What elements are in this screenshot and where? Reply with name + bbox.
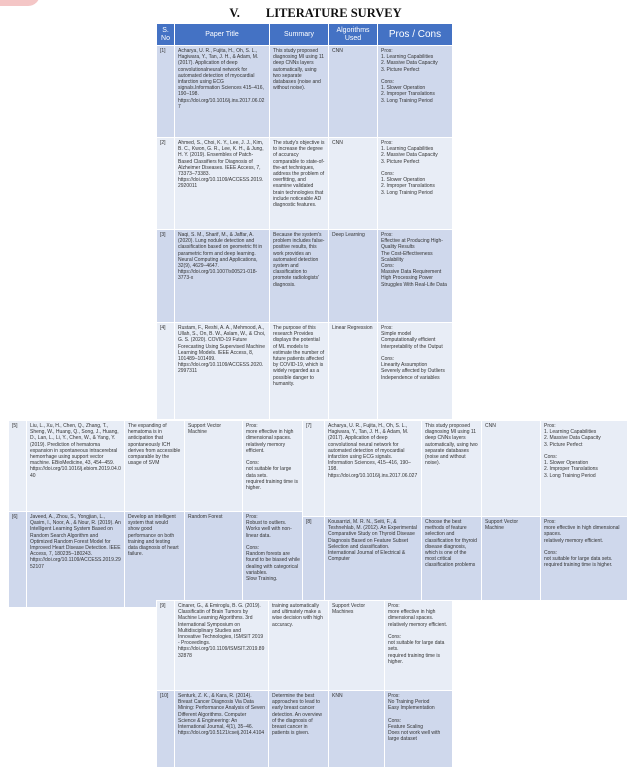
cell-algorithm: Deep Learning — [329, 230, 378, 323]
pros-cons-line: Robust to outliers. — [246, 520, 287, 527]
cell-pros-cons — [541, 421, 628, 517]
pros-cons-line: Pros: — [246, 514, 258, 520]
pros-cons-line: Computationally efficient — [381, 337, 436, 344]
pros-cons-line: 3. Picture Perfect — [544, 441, 583, 448]
pros-cons-line: Cons: — [544, 454, 558, 461]
pros-cons-line: Cons: — [381, 356, 395, 363]
survey-table-right — [302, 420, 628, 601]
cell-paper-title: Liu, L., Xu, H., Chen, Q., Zhang, T., Sheng, W., Huang, Q., Song, J., Huang, D., Lan, L., Li, Y., Chen, W., & Yang, Y. (2019). Prediction of hematoma expansion in spontaneous intracerebral hemorrhage using support vector machine. EBioMedicine, 43, 454–459. https://doi.org/10.1016/j.ebiom.2019.04.040 — [27, 421, 125, 512]
cell-summary: Develop an intelligent system that would show good performance on both training and testing data diagnosis of heart failure. — [125, 512, 185, 608]
table-row — [157, 46, 453, 138]
cell-pros-cons — [385, 601, 453, 691]
header-sno: S.No — [157, 24, 175, 46]
pros-cons-line: 1. Slower Operation — [381, 177, 426, 184]
pros-cons-line: Pros: — [246, 423, 258, 429]
cell-sno: [5] — [9, 421, 27, 512]
pros-cons-line: The Cost-Effectiveness — [381, 250, 433, 257]
survey-table-main — [156, 23, 453, 420]
cell-summary: Determine the best approaches to lead to early breast cancer detection. An overview of the diagnosis of breast cancer in patients is given. — [269, 691, 329, 768]
pros-cons-line: Cons: — [381, 79, 395, 86]
pros-cons-line: 2. Improper Translations — [544, 466, 598, 473]
pros-cons-line: Pros: — [544, 423, 556, 429]
header-algorithms: Algorithms Used — [329, 24, 378, 46]
cell-sno: [7] — [303, 421, 325, 517]
pros-cons-line: Pros: — [381, 140, 393, 146]
table-row — [303, 421, 628, 517]
pros-cons-line: High Processing Power — [381, 275, 433, 282]
pros-cons-line: Cons: — [388, 717, 402, 724]
pros-cons-line: Effective at Producing High-Quality Results — [381, 238, 443, 251]
survey-table-bottom — [156, 600, 453, 768]
pros-cons-line: 1. Learning Capabilities — [381, 146, 434, 153]
cell-algorithm: CNN — [482, 421, 541, 517]
table-row — [157, 323, 453, 420]
pros-cons-line: not suitable for large data sets. — [388, 640, 446, 653]
cell-pros-cons — [541, 517, 628, 601]
pros-cons-line: 3. Long Training Period — [381, 97, 433, 104]
cell-paper-title: Ahmed, S., Choi, K. Y., Lee, J. J., Kim, B. C., Kwon, G. R., Lee, K. H., & Jung, H. Y. (2019). Ensembles of Patch-Based Classifiers for Diagnosis of Alzheimer Diseases. IEEE Access, 7, 73373–73383. https://doi.org/10.1109/ACCESS.2019.2920011 — [175, 138, 270, 230]
cell-pros-cons — [385, 691, 453, 768]
pros-cons-line: Cons: — [381, 171, 395, 178]
pros-cons-line: 3. Picture Perfect — [381, 66, 420, 73]
pros-cons-line: Random forests are found to be biased while dealing with categorical variables. — [246, 551, 302, 576]
cell-paper-title: Cinarer, G., & Emiroglu, B. G. (2019). Classificatin of Brain Tumors by Machine Learning Algorithms. 3rd International Symposium on Multidisciplinary Studies and Innovative Technologies, ISMSIT 2019 - Proceedings. https://doi.org/10.1109/ISMSIT.2019.8932878 — [175, 601, 269, 691]
pros-cons-line: Pros: — [388, 603, 400, 609]
pros-cons-line: Pros: — [544, 519, 556, 525]
section-heading — [0, 6, 631, 21]
table-row — [157, 138, 453, 230]
pros-cons-line: Works well with non-linear data. — [246, 526, 292, 539]
pros-cons-line: Linearity Assumption — [381, 362, 428, 369]
pros-cons-line: 2. Improper Translations — [381, 91, 435, 98]
table-row — [157, 691, 453, 768]
cell-pros-cons — [243, 421, 305, 512]
cell-algorithm: KNN — [329, 691, 385, 768]
cell-algorithm: Random Forest — [185, 512, 243, 608]
cell-algorithm: Linear Regression — [329, 323, 378, 420]
table-row — [303, 517, 628, 601]
pros-cons-line: 3. Long Training Period — [544, 472, 596, 479]
cell-sno: [1] — [157, 46, 175, 138]
pros-cons-line: relatively memory efficient. — [388, 621, 448, 628]
pros-cons-line: Pros: — [381, 48, 393, 54]
pros-cons-line: Scalability — [381, 256, 404, 263]
pros-cons-line: 1. Learning Capabilities — [381, 54, 434, 61]
pros-cons-line: Cons: — [246, 460, 260, 467]
pros-cons-line: relatively memory efficient. — [544, 537, 604, 544]
pros-cons-line: Independence of variables — [381, 374, 440, 381]
header-summary: Summary — [270, 24, 329, 46]
pros-cons-line: 1. Slower Operation — [544, 460, 589, 467]
pros-cons-line: 1. Slower Operation — [381, 85, 426, 92]
pros-cons-line: 2. Improper Translations — [381, 183, 435, 190]
cell-paper-title: Acharya, U. R., Fujita, H., Oh, S. L., Hagiwara, Y., Tan, J. H., & Adam, M. (2017). Application of deep convolutionalneural network for automated detection of myocardial infarction using ECG signals.Information Sciences 415–416, 190–198. https://doi.org/10.1016/j.ins.2017.06.027 — [175, 46, 270, 138]
cell-sno: [6] — [9, 512, 27, 608]
table-row — [157, 230, 453, 323]
cell-pros-cons — [243, 512, 305, 608]
table-row — [157, 601, 453, 691]
header-paper-title: Paper Title — [175, 24, 270, 46]
cell-pros-cons — [378, 230, 453, 323]
cell-sno: [4] — [157, 323, 175, 420]
cell-pros-cons — [378, 323, 453, 420]
cell-pros-cons — [378, 138, 453, 230]
pros-cons-line: Struggles With Real-Life Data — [381, 281, 447, 288]
pros-cons-line: 2. Massive Data Capacity — [544, 435, 601, 442]
cell-sno: [3] — [157, 230, 175, 323]
cell-summary: The expanding of hematoma is in anticipation that spontaneously ICH derives from accessible comparable by the usage of SVM — [125, 421, 185, 512]
cell-sno: [9] — [157, 601, 175, 691]
pros-cons-line: Severely affected by Outliers — [381, 368, 445, 375]
pros-cons-line: Feature Scaling — [388, 724, 424, 731]
cell-pros-cons — [378, 46, 453, 138]
pros-cons-line: Pros: — [381, 232, 393, 238]
pros-cons-line: more effective in high dimensional spaces. — [246, 429, 295, 442]
pros-cons-line: not suitable for large data sets. — [544, 556, 613, 563]
pros-cons-line: Easy Implementation — [388, 705, 435, 712]
section-number: V. — [229, 6, 240, 20]
cell-algorithm: Support Vector Machine — [185, 421, 243, 512]
cell-summary: This study proposed diagnosing MI using 11 deep CNNs layers automatically, using two separate databases (noise and without noise). — [270, 46, 329, 138]
cell-paper-title: Javeed, A., Zhou, S., Yongjian, L., Qasim, I., Noor, A., & Nour, R. (2019). An Intelligent Learning System Based on Random Search Algorithm and Optimized Random Forest Model for Improved Heart Disease Detection. IEEE Access, 7, 180235–180243. https://doi.org/10.1109/ACCESS.2019.2952107 — [27, 512, 125, 608]
pros-cons-line: Cons: — [388, 634, 402, 641]
pros-cons-line: Pros: — [388, 693, 400, 699]
pros-cons-line: 3. Long Training Period — [381, 189, 433, 196]
pros-cons-line: 3. Picture Perfect — [381, 158, 420, 165]
section-title: LITERATURE SURVEY — [265, 6, 402, 20]
pros-cons-line: more effective in high dimensional spaces. — [388, 609, 437, 622]
survey-table-left — [8, 420, 305, 608]
cell-paper-title: Naqi, S. M., Sharif, M., & Jaffar, A. (2020). Lung nodule detection and classification based on geometric fit in parametric form and deep learning. Neural Computing and Applications, 32(9), 4629–4647. https://doi.org/10.1007/s00521-018-3773-x — [175, 230, 270, 323]
cell-summary: The study's objective is to increase the degree of accuracy comparable to state-of-the-art techniques, address the problem of overfitting, and examine validated brain technologies that include noticeable AD diagnostic features. — [270, 138, 329, 230]
cell-summary: training automatically and ultimately make a wise decision with high accuracy. — [269, 601, 329, 691]
table-header-row — [157, 24, 453, 46]
cell-sno: [2] — [157, 138, 175, 230]
pros-cons-line: Cons: — [544, 550, 558, 557]
cell-summary: This study proposed diagnosing MI using 11 deep CNNs layers automatically, using two separate databases (noise and without noise). — [422, 421, 482, 517]
cell-algorithm: Support Vector Machines — [329, 601, 385, 691]
pros-cons-line: 2. Massive Data Capacity — [381, 152, 438, 159]
cell-sno: [10] — [157, 691, 175, 768]
pros-cons-line: Simple model — [381, 331, 412, 338]
cell-paper-title: Rustam, F., Reshi, A. A., Mehmood, A., Ullah, S., On, B. W., Aslam, W., & Choi, G. S. (2020). COVID-19 Future Forecasting Using Supervised Machine Learning Models. IEEE Access, 8, 101489–101499. https://doi.org/10.1109/ACCESS.2020.2997311 — [175, 323, 270, 420]
pros-cons-line: required training time is higher. — [246, 478, 300, 492]
pros-cons-line: not suitable for large data sets. — [246, 466, 293, 479]
pros-cons-line: required training time is higher. — [388, 652, 442, 665]
pros-cons-line: Interpretability of the Output — [381, 343, 443, 350]
pros-cons-line: relatively memory efficient. — [246, 441, 287, 454]
pros-cons-line: more effective in high dimensional spaces. — [544, 525, 621, 538]
pros-cons-line: Cons: — [246, 545, 260, 552]
cell-algorithm: CNN — [329, 138, 378, 230]
pros-cons-line: Does not work well with large dataset — [388, 730, 442, 743]
cell-paper-title: Acharya, U. R., Fujita, H., Oh, S. L., Hagiwara, Y., Tan, J. H., & Adam, M. (2017). Application of deep convolutional neural network for automated detection of myocardial infarction using ECG signals. Information Sciences, 415–416, 190–198. https://doi.org/10.1016/j.ins.2017.06.027 — [325, 421, 422, 517]
pros-cons-line: 2. Massive Data Capacity — [381, 60, 438, 67]
cell-paper-title: Senturk, Z. K., & Kara, R. (2014). Breast Cancer Diagnosis Via Data Mining: Performance Analysis of Seven Different Algorithms. Computer Science & Engineering: An International Journal, 4(1), 35–46. https://doi.org/10.5121/cseij.2014.4104 — [175, 691, 269, 768]
cell-algorithm: Support Vector Machine — [482, 517, 541, 601]
table-row — [9, 421, 305, 512]
cell-summary: The purpose of this research Provides displays the potential of ML models to estimate the number of future patients affected by COVID-19, which is widely regarded as a possible danger to humanity. — [270, 323, 329, 420]
header-pros-cons: Pros / Cons — [378, 24, 453, 46]
pros-cons-line: Slow Training. — [246, 576, 278, 583]
pros-cons-line: 1. Learning Capabilities — [544, 429, 597, 436]
cell-summary: Choose the best methods of feature selection and classification for thyroid disease diagnosis, which is one of the most critical classification problems — [422, 517, 482, 601]
table-row — [9, 512, 305, 608]
pros-cons-line: Massive Data Requirement — [381, 269, 442, 276]
pros-cons-line: Cons: — [381, 263, 395, 270]
pros-cons-line: Pros: — [381, 325, 393, 331]
cell-summary: Because the system's problem includes false-positive results, this work provides an automated detection system and classification to promote radiologists' diagnosis. — [270, 230, 329, 323]
pros-cons-line: required training time is higher. — [544, 562, 613, 569]
cell-sno: [8] — [303, 517, 325, 601]
cell-algorithm: CNN — [329, 46, 378, 138]
cell-paper-title: Kousarrizi, M. R. N., Seiti, F., & Teshnehlab, M. (2012). An Experimental Comparative Study on Thyroid Disease Diagnosis Based on Feature Subset Selection and classification. International Journal of Electrical & Computer — [325, 517, 422, 601]
pros-cons-line: No Training Period — [388, 699, 430, 706]
